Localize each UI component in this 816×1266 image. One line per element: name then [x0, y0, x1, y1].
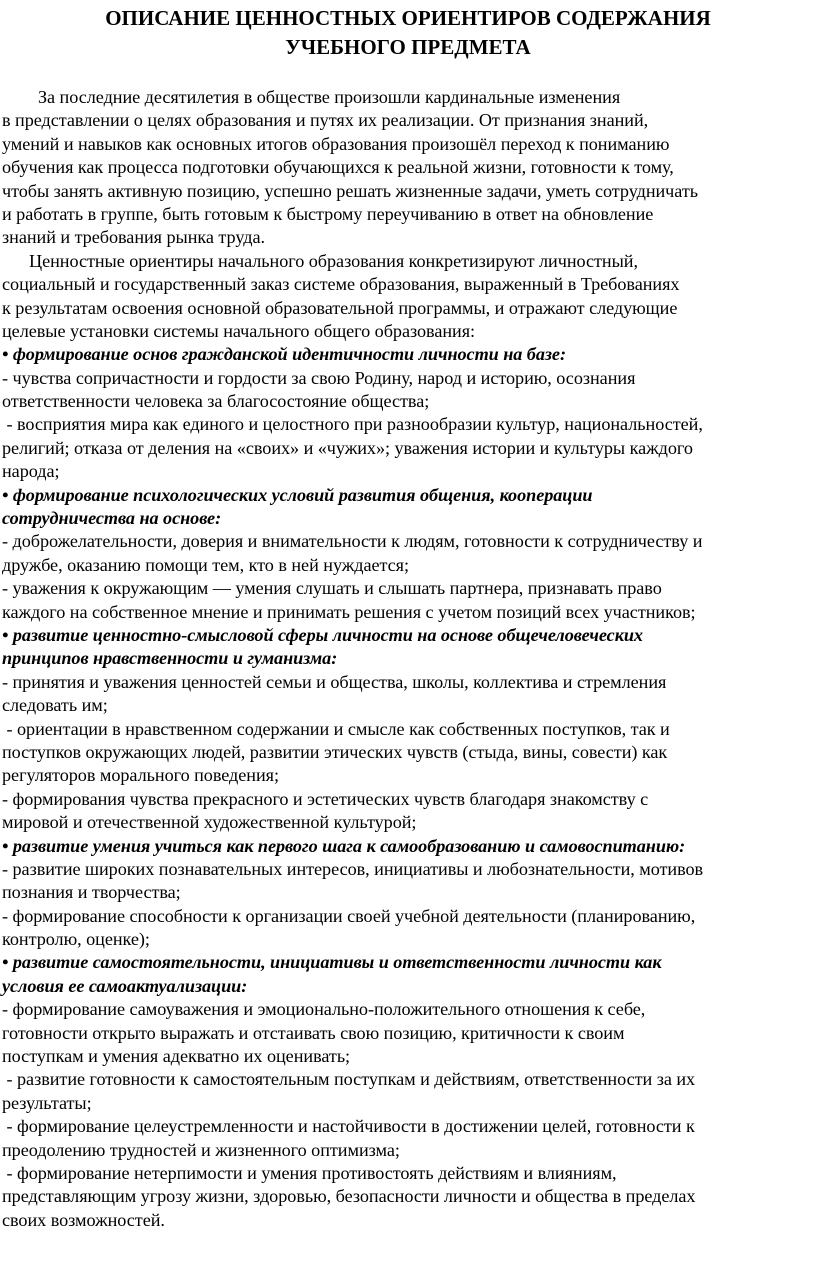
body-text-line: знаний и требования рынка труда.	[2, 227, 265, 248]
body-text-line: Ценностные ориентиры начального образования конкретизируют личностный,	[2, 250, 638, 271]
body-text-line: готовности открыто выражать и отстаивать свою позицию, критичности к своим	[2, 1022, 625, 1043]
body-text-line: За последние десятилетия в обществе произошли кардинальные изменения	[2, 87, 621, 107]
body-text-line: - ориентации в нравственном содержании и смысле как собственных поступков, так и	[2, 718, 670, 739]
body-text-line: чтобы занять активную позицию, успешно решать жизненные задачи, уметь сотрудничать	[2, 180, 698, 201]
body-text-line: следовать им;	[2, 695, 108, 716]
document-body	[2, 86, 816, 1232]
body-text-line: познания и творчества;	[2, 882, 181, 903]
section-heading-line: • развитие самостоятельности, инициативы и ответственности личности как	[2, 952, 662, 973]
body-text-line: обучения как процесса подготовки обучающихся к реальной жизни, готовности к тому,	[2, 157, 674, 178]
body-text-line: своих возможностей.	[2, 1209, 165, 1230]
body-text-line: - формирование способности к организации своей учебной деятельности (планированию,	[2, 905, 696, 926]
body-text-line: преодолению трудностей и жизненного оптимизма;	[2, 1139, 400, 1160]
body-text-line: религий; отказа от деления на «своих» и «чужих»; уважения истории и культуры каждого	[2, 437, 693, 458]
section-heading-line: условия ее самоактуализации:	[2, 975, 248, 996]
section-heading-line: принципов нравственности и гуманизма:	[2, 648, 338, 669]
title-line-2: УЧЕБНОГО ПРЕДМЕТА	[285, 35, 531, 59]
section-heading-line: • формирование психологических условий развития общения, кооперации	[2, 484, 593, 505]
body-text-line: - чувства сопричастности и гордости за свою Родину, народ и историю, осознания	[2, 367, 636, 388]
section-heading-line: • развитие умения учиться как первого шага к самообразованию и самовоспитанию:	[2, 835, 686, 856]
body-text-line: - принятия и уважения ценностей семьи и общества, школы, коллектива и стремления	[2, 671, 667, 692]
body-text-line: - уважения к окружающим — умения слушать и слышать партнера, признавать право	[2, 578, 662, 599]
body-text-line: регуляторов морального поведения;	[2, 765, 279, 786]
body-text-line: поступков окружающих людей, развитии этических чувств (стыда, вины, совести) как	[2, 741, 668, 762]
body-text-line: контролю, оценке);	[2, 929, 150, 950]
body-text-line: представляющим угрозу жизни, здоровью, безопасности личности и общества в пределах	[2, 1186, 696, 1207]
body-text-line: каждого на собственное мнение и принимать решения с учетом позиций всех участников;	[2, 601, 696, 622]
body-text-line: результаты;	[2, 1092, 92, 1113]
section-heading-line: • формирование основ гражданской идентичности личности на базе:	[2, 344, 566, 365]
body-text-line: - восприятия мира как единого и целостного при разнообразии культур, национальностей,	[2, 414, 703, 435]
body-text-line: целевые установки системы начального общего образования:	[2, 320, 476, 341]
title-line-1: ОПИСАНИЕ ЦЕННОСТНЫХ ОРИЕНТИРОВ СОДЕРЖАНИЯ	[105, 6, 711, 30]
body-text-line: и работать в группе, быть готовым к быстрому переучиванию в ответ на обновление	[2, 203, 654, 224]
body-text-line: - доброжелательности, доверия и внимательности к людям, готовности к сотрудничеству и	[2, 531, 703, 552]
body-text-line: - формирование нетерпимости и умения противостоять действиям и влияниям,	[2, 1162, 617, 1183]
body-text-line: к результатам освоения основной образовательной программы, и отражают следующие	[2, 297, 678, 318]
document-title	[40, 4, 776, 62]
body-text-line: - развитие широких познавательных интересов, инициативы и любознательности, мотивов	[2, 858, 704, 879]
body-text-line: - формирование самоуважения и эмоционально-положительного отношения к себе,	[2, 999, 646, 1020]
body-text-line: ответственности человека за благосостояние общества;	[2, 391, 430, 412]
body-text-line: в представлении о целях образования и путях их реализации. От признания знаний,	[2, 110, 649, 131]
body-text-line: дружбе, оказанию помощи тем, кто в ней нуждается;	[2, 554, 409, 575]
body-text-line: умений и навыков как основных итогов образования произошёл переход к пониманию	[2, 133, 670, 154]
body-text-line: - формирование целеустремленности и настойчивости в достижении целей, готовности к	[2, 1116, 695, 1137]
body-text-line: мировой и отечественной художественной культурой;	[2, 812, 417, 833]
section-heading-line: сотрудничества на основе:	[2, 508, 222, 529]
body-text-line: социальный и государственный заказ системе образования, выраженный в Требованиях	[2, 274, 680, 295]
body-text-line: народа;	[2, 461, 60, 482]
body-text-line: - развитие готовности к самостоятельным поступкам и действиям, ответственности за их	[2, 1069, 696, 1090]
section-heading-line: • развитие ценностно-смысловой сферы личности на основе общечеловеческих	[2, 624, 643, 645]
body-text-line: - формирования чувства прекрасного и эстетических чувств благодаря знакомству с	[2, 788, 649, 809]
body-text-line: поступкам и умения адекватно их оценивать;	[2, 1046, 351, 1067]
